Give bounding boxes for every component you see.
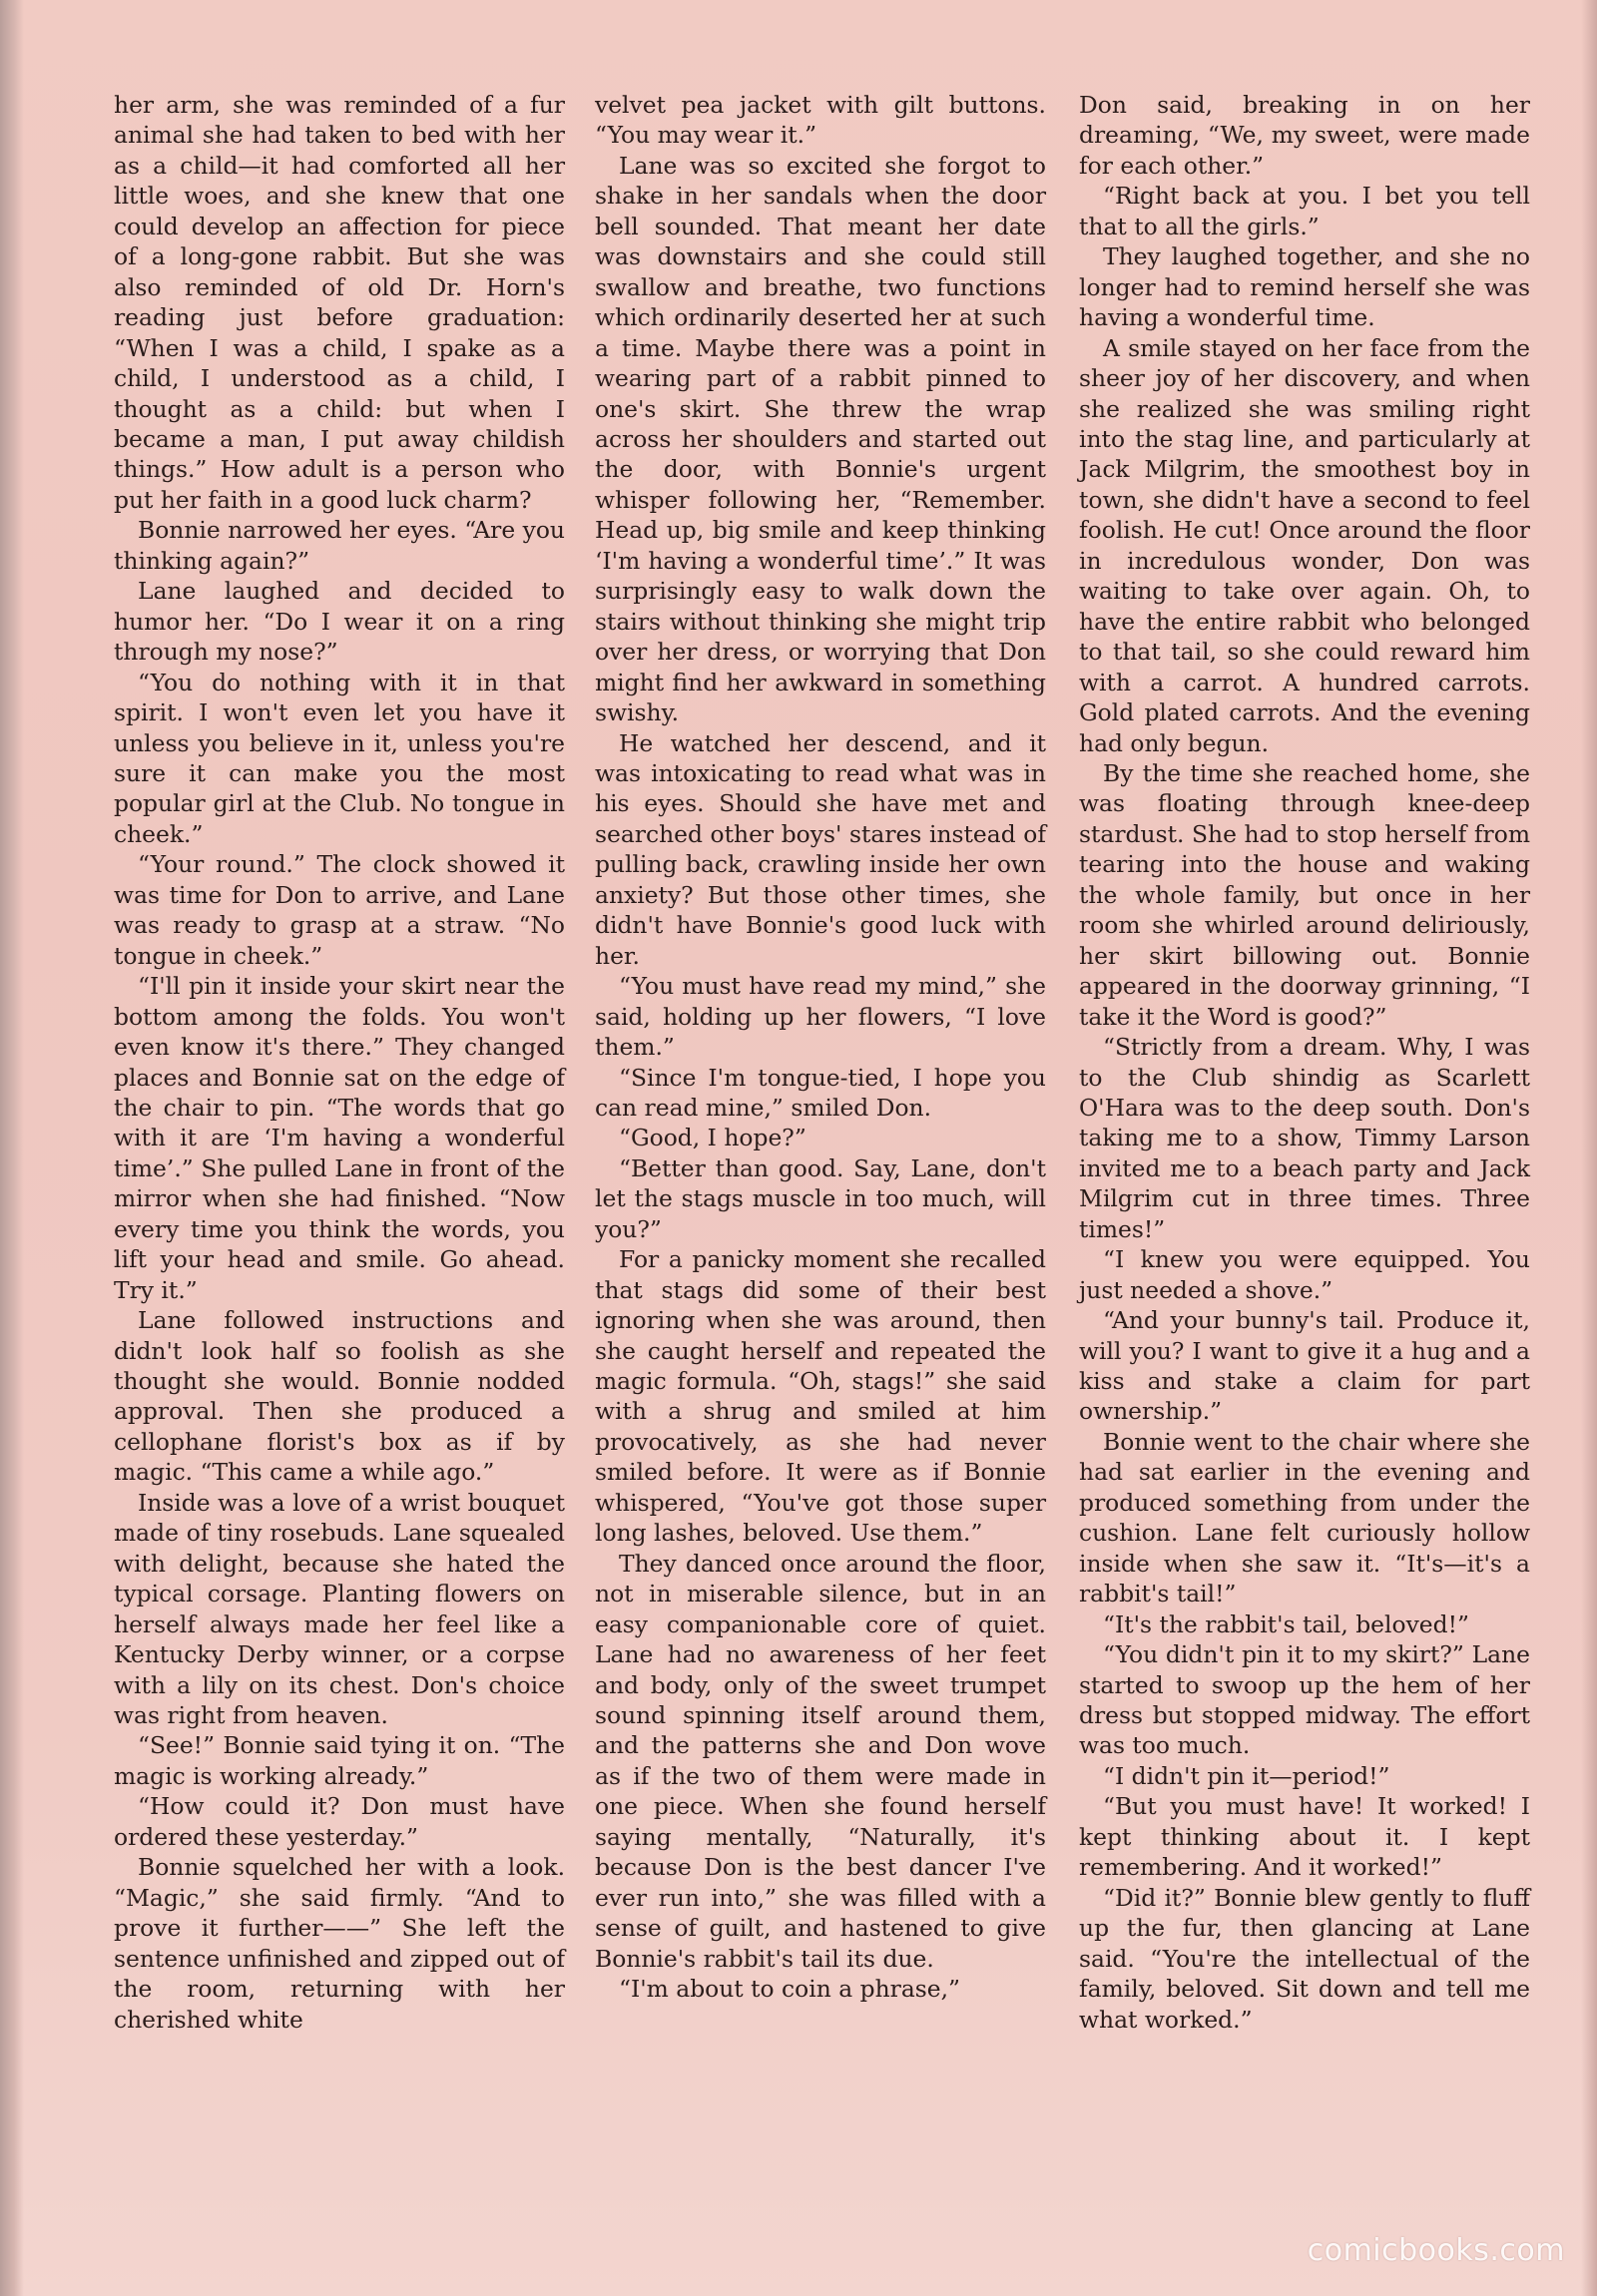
paragraph: Bonnie squelched her with a look. “Magic,” she said firmly. “And to prove it further——” She left the sentence unfinished and zipped out of the room, returning with her cherished white [114,1853,565,2034]
paragraph: He watched her descend, and it was intoxicating to read what was in his eyes. Should she have met and searched other boys' stares instead of pulling back, crawling inside her own anxiety? But those other times, she didn't have Bonnie's good luck with her. [595,728,1046,970]
paragraph: For a panicky moment she recalled that stags did some of their best ignoring when she was around, then she caught herself and repeated the magic formula. “Oh, stags!” she said with a shrug and smiled at him provocatively, as she had never smiled before. It were as if Bonnie whispered, “You've got those super long lashes, beloved. Use them.” [595,1245,1046,1548]
text-column-2 [595,90,1046,2005]
page-edge-left [0,0,24,2296]
paragraph: They laughed together, and she no longer had to remind herself she was having a wonderful time. [1079,242,1530,332]
paragraph: “Good, I hope?” [619,1124,806,1152]
paragraph: Bonnie went to the chair where she had sat earlier in the evening and produced something from under the cushion. Lane felt curiously hollow inside when she saw it. “It's—it's a rabbit's tail!” [1079,1427,1530,1608]
paragraph: “It's the rabbit's tail, beloved!” [1103,1609,1469,1638]
paragraph: “But you must have! It worked! I kept thinking about it. I kept remembering. And it worked!” [1079,1792,1530,1882]
paragraph: “I'll pin it inside your skirt near the bottom among the folds. You won't even know it's there.” They changed places and Bonnie sat on the edge of the chair to pin. “The words that go with it are ‘I'm having a wonderful time’.” She pulled Lane in front of the mirror when she had finished. “Now every time you think the words, you lift your head and smile. Go ahead. Try it.” [114,972,565,1304]
paragraph: “You do nothing with it in that spirit. I won't even let you have it unless you believe in it, unless you're sure it can make you the most popular girl at the Club. No tongue in cheek.” [114,668,565,848]
paragraph: “You must have read my mind,” she said, holding up her flowers, “I love them.” [595,972,1046,1062]
paragraph: “I'm about to coin a phrase,” [619,1975,961,2004]
text-column-3 [1079,90,1530,2035]
paragraph: They danced once around the floor, not in miserable silence, but in an easy companionable core of quiet. Lane had no awareness of her feet and body, only of the sweet trumpet sound spinning itself around them, and the patterns she and Don wove as if the two of them were made in one piece. When she found herself saying mentally, “Naturally, it's because Don is the best dancer I've ever run into,” she was filled with a sense of guilt, and hastened to give Bonnie's rabbit's tail its due. [595,1549,1046,1973]
paragraph: By the time she reached home, she was floating through knee-deep stardust. She had to stop herself from tearing into the house and waking the whole family, but once in her room she whirled around deliriously, her skirt billowing out. Bonnie appeared in the doorway grinning, “I take it the Word is good?” [1079,758,1530,1031]
paragraph: “Better than good. Say, Lane, don't let the stags muscle in too much, will you?” [595,1153,1046,1243]
page-edge-right [1581,0,1597,2296]
paragraph: “Your round.” The clock showed it was time for Don to arrive, and Lane was ready to grasp at a straw. “No tongue in cheek.” [114,850,565,970]
paragraph: Inside was a love of a wrist bouquet made of tiny rosebuds. Lane squealed with delight, because she hated the typical corsage. Planting flowers on herself always made her feel like a Kentucky Derby winner, or a corpse with a lily on its chest. Don's choice was right from heaven. [114,1488,565,1730]
paragraph: “Right back at you. I bet you tell that to all the girls.” [1079,182,1530,240]
watermark-text: comicbooks.com [1307,2233,1565,2268]
paragraph: “You didn't pin it to my skirt?” Lane started to swoop up the hem of her dress but stopped midway. The effort was too much. [1079,1640,1530,1760]
text-column-1 [114,90,565,2035]
paragraph: “How could it? Don must have ordered these yesterday.” [114,1792,565,1851]
paragraph: “See!” Bonnie said tying it on. “The magic is working already.” [114,1731,565,1790]
paragraph: “Since I'm tongue-tied, I hope you can read mine,” smiled Don. [595,1063,1046,1122]
paragraph: “I didn't pin it—period!” [1103,1761,1390,1790]
paragraph: velvet pea jacket with gilt buttons. “You may wear it.” [595,91,1046,150]
paragraph: “And your bunny's tail. Produce it, will you? I want to give it a hug and a kiss and stake a claim for part ownership.” [1079,1306,1530,1426]
paragraph: Lane laughed and decided to humor her. “Do I wear it on a ring through my nose?” [114,577,565,667]
paragraph: Lane followed instructions and didn't look half so foolish as she thought she would. Bonnie nodded approval. Then she produced a cellophane florist's box as if by magic. “This came a while ago.” [114,1306,565,1487]
paragraph: A smile stayed on her face from the sheer joy of her discovery, and when she realized she was smiling right into the stag line, and particularly at Jack Milgrim, the smoothest boy in town, she didn't have a second to feel foolish. He cut! Once around the floor in incredulous wonder, Don was waiting to take over again. Oh, to have the entire rabbit who belonged to that tail, so she could reward him with a carrot. A hundred carrots. Gold plated carrots. And the evening had only begun. [1079,333,1530,757]
paragraph: “Strictly from a dream. Why, I was to the Club shindig as Scarlett O'Hara was to the deep south. Don's taking me to a show, Timmy Larson invited me to a beach party and Jack Milgrim cut in three times. Three times!” [1079,1033,1530,1243]
paragraph: “Did it?” Bonnie blew gently to fluff up the fur, then glancing at Lane said. “You're the intellectual of the family, beloved. Sit down and tell me what worked.” [1079,1883,1530,2034]
paragraph: Lane was so excited she forgot to shake in her sandals when the door bell sounded. That meant her date was downstairs and she could still swallow and breathe, two functions which ordinarily deserted her at such a time. Maybe there was a point in wearing part of a rabbit pinned to one's skirt. She threw the wrap across her shoulders and started out the door, with Bonnie's urgent whisper following her, “Remember. Head up, big smile and keep thinking ‘I'm having a wonderful time’.” It was surprisingly easy to walk down the stairs without thinking she might trip over her dress, or worrying that Don might find her awkward in something swishy. [595,151,1046,727]
paragraph: Don said, breaking in on her dreaming, “We, my sweet, were made for each other.” [1079,91,1530,180]
paragraph: Bonnie narrowed her eyes. “Are you thinking again?” [114,516,565,575]
paragraph: her arm, she was reminded of a fur animal she had taken to bed with her as a child—it had comforted all her little woes, and she knew that one could develop an affection for piece of a long-gone rabbit. But she was also reminded of old Dr. Horn's reading just before graduation: “When I was a child, I spake as a child, I understood as a child, I thought as a child: but when I became a man, I put away childish things.” How adult is a person who put her faith in a good luck charm? [114,91,565,514]
paragraph: “I knew you were equipped. You just needed a shove.” [1079,1245,1530,1304]
